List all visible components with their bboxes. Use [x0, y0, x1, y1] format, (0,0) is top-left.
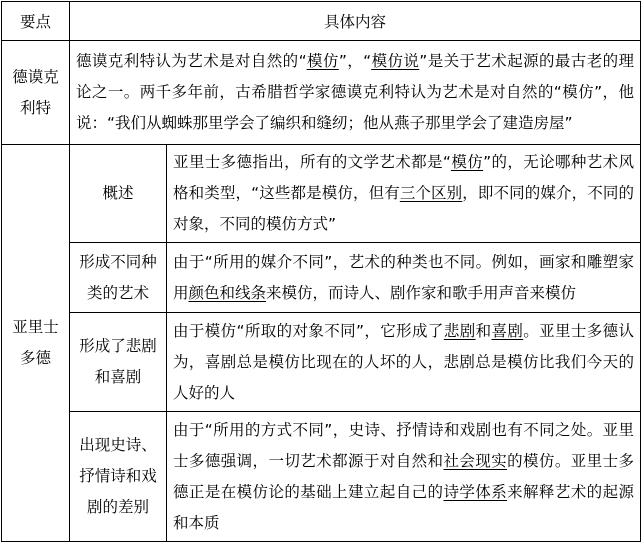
label-aristotle: 亚里士多德 — [2, 145, 70, 542]
header-content: 具体内容 — [70, 2, 641, 41]
underlined-term: 模仿 — [306, 52, 339, 70]
text-segment: 来模仿，而诗人、剧作家和歌手用声音来模仿 — [266, 283, 577, 302]
text-tragedy — [167, 313, 641, 412]
text-segment: 来解释艺术的起源和本质 — [173, 482, 634, 532]
underlined-term: 悲剧 — [443, 321, 476, 340]
text-segment: ”，“ — [338, 52, 372, 70]
sub-genres: 出现史诗、抒情诗和戏剧的差别 — [70, 412, 167, 542]
text-democritus — [70, 41, 641, 145]
text-overview — [167, 145, 641, 243]
text-segment: ”的，无论哪种艺术风格和类型，“这些都是模仿，但有 — [173, 153, 634, 202]
content-table — [1, 1, 641, 542]
underlined-term: 模仿 — [450, 153, 484, 171]
underlined-term: 社会现实 — [443, 451, 508, 470]
header-row — [2, 2, 641, 41]
text-segment: 德谟克利特认为艺术是对自然的“ — [76, 52, 307, 70]
underlined-term: 诗学体系 — [443, 482, 508, 501]
underlined-term: 喜剧 — [491, 321, 524, 340]
underlined-term: 三个区别 — [399, 184, 463, 202]
row-democritus — [2, 41, 641, 145]
document-page — [1, 1, 643, 542]
underlined-term: 颜色和线条 — [188, 283, 267, 302]
underlined-term: 模仿说 — [371, 52, 420, 70]
sub-tragedy: 形成了悲剧和喜剧 — [70, 313, 167, 412]
text-segment: 和 — [475, 321, 492, 340]
row-aristotle-overview — [2, 145, 641, 243]
text-segment: ，即不同的媒介，不同的对象，不同的模仿方式” — [173, 184, 634, 233]
row-aristotle-genres — [2, 412, 641, 542]
sub-media: 形成不同种类的艺术 — [70, 243, 167, 313]
header-point: 要点 — [2, 2, 70, 41]
text-segment: ”是关于艺术起源的最古老的理论之一。两千多年前，古希腊哲学家德谟克利特认为艺术是对自然的“模仿”，他说：“我们从蜘蛛那里学会了编织和缝纫；他从燕子那里学会了建造房屋” — [76, 52, 634, 132]
text-media — [167, 243, 641, 313]
text-segment: 由于模仿“所取的对象不同”，它形成了 — [173, 321, 444, 340]
text-segment: 的模仿。亚里士多德正是在模仿论的基础上建立起自己的 — [173, 451, 634, 501]
text-segment: 亚里士多德指出，所有的文学艺术都是“ — [173, 153, 451, 171]
sub-overview: 概述 — [70, 145, 167, 243]
label-democritus: 德谟克利特 — [2, 41, 70, 145]
row-aristotle-media — [2, 243, 641, 313]
text-segment: 由于“所用的媒介不同”，艺术的种类也不同。例如，画家和雕塑家用 — [173, 252, 634, 302]
text-segment: 由于“所用的方式不同”，史诗、抒情诗和戏剧也有不同之处。亚里士多德强调，一切艺术都源于对自然和 — [173, 420, 634, 470]
row-aristotle-tragedy — [2, 313, 641, 412]
text-genres — [167, 412, 641, 542]
text-segment: 。亚里士多德认为，喜剧总是模仿比现在的人坏的人，悲剧总是模仿比我们今天的人好的人 — [173, 321, 634, 402]
